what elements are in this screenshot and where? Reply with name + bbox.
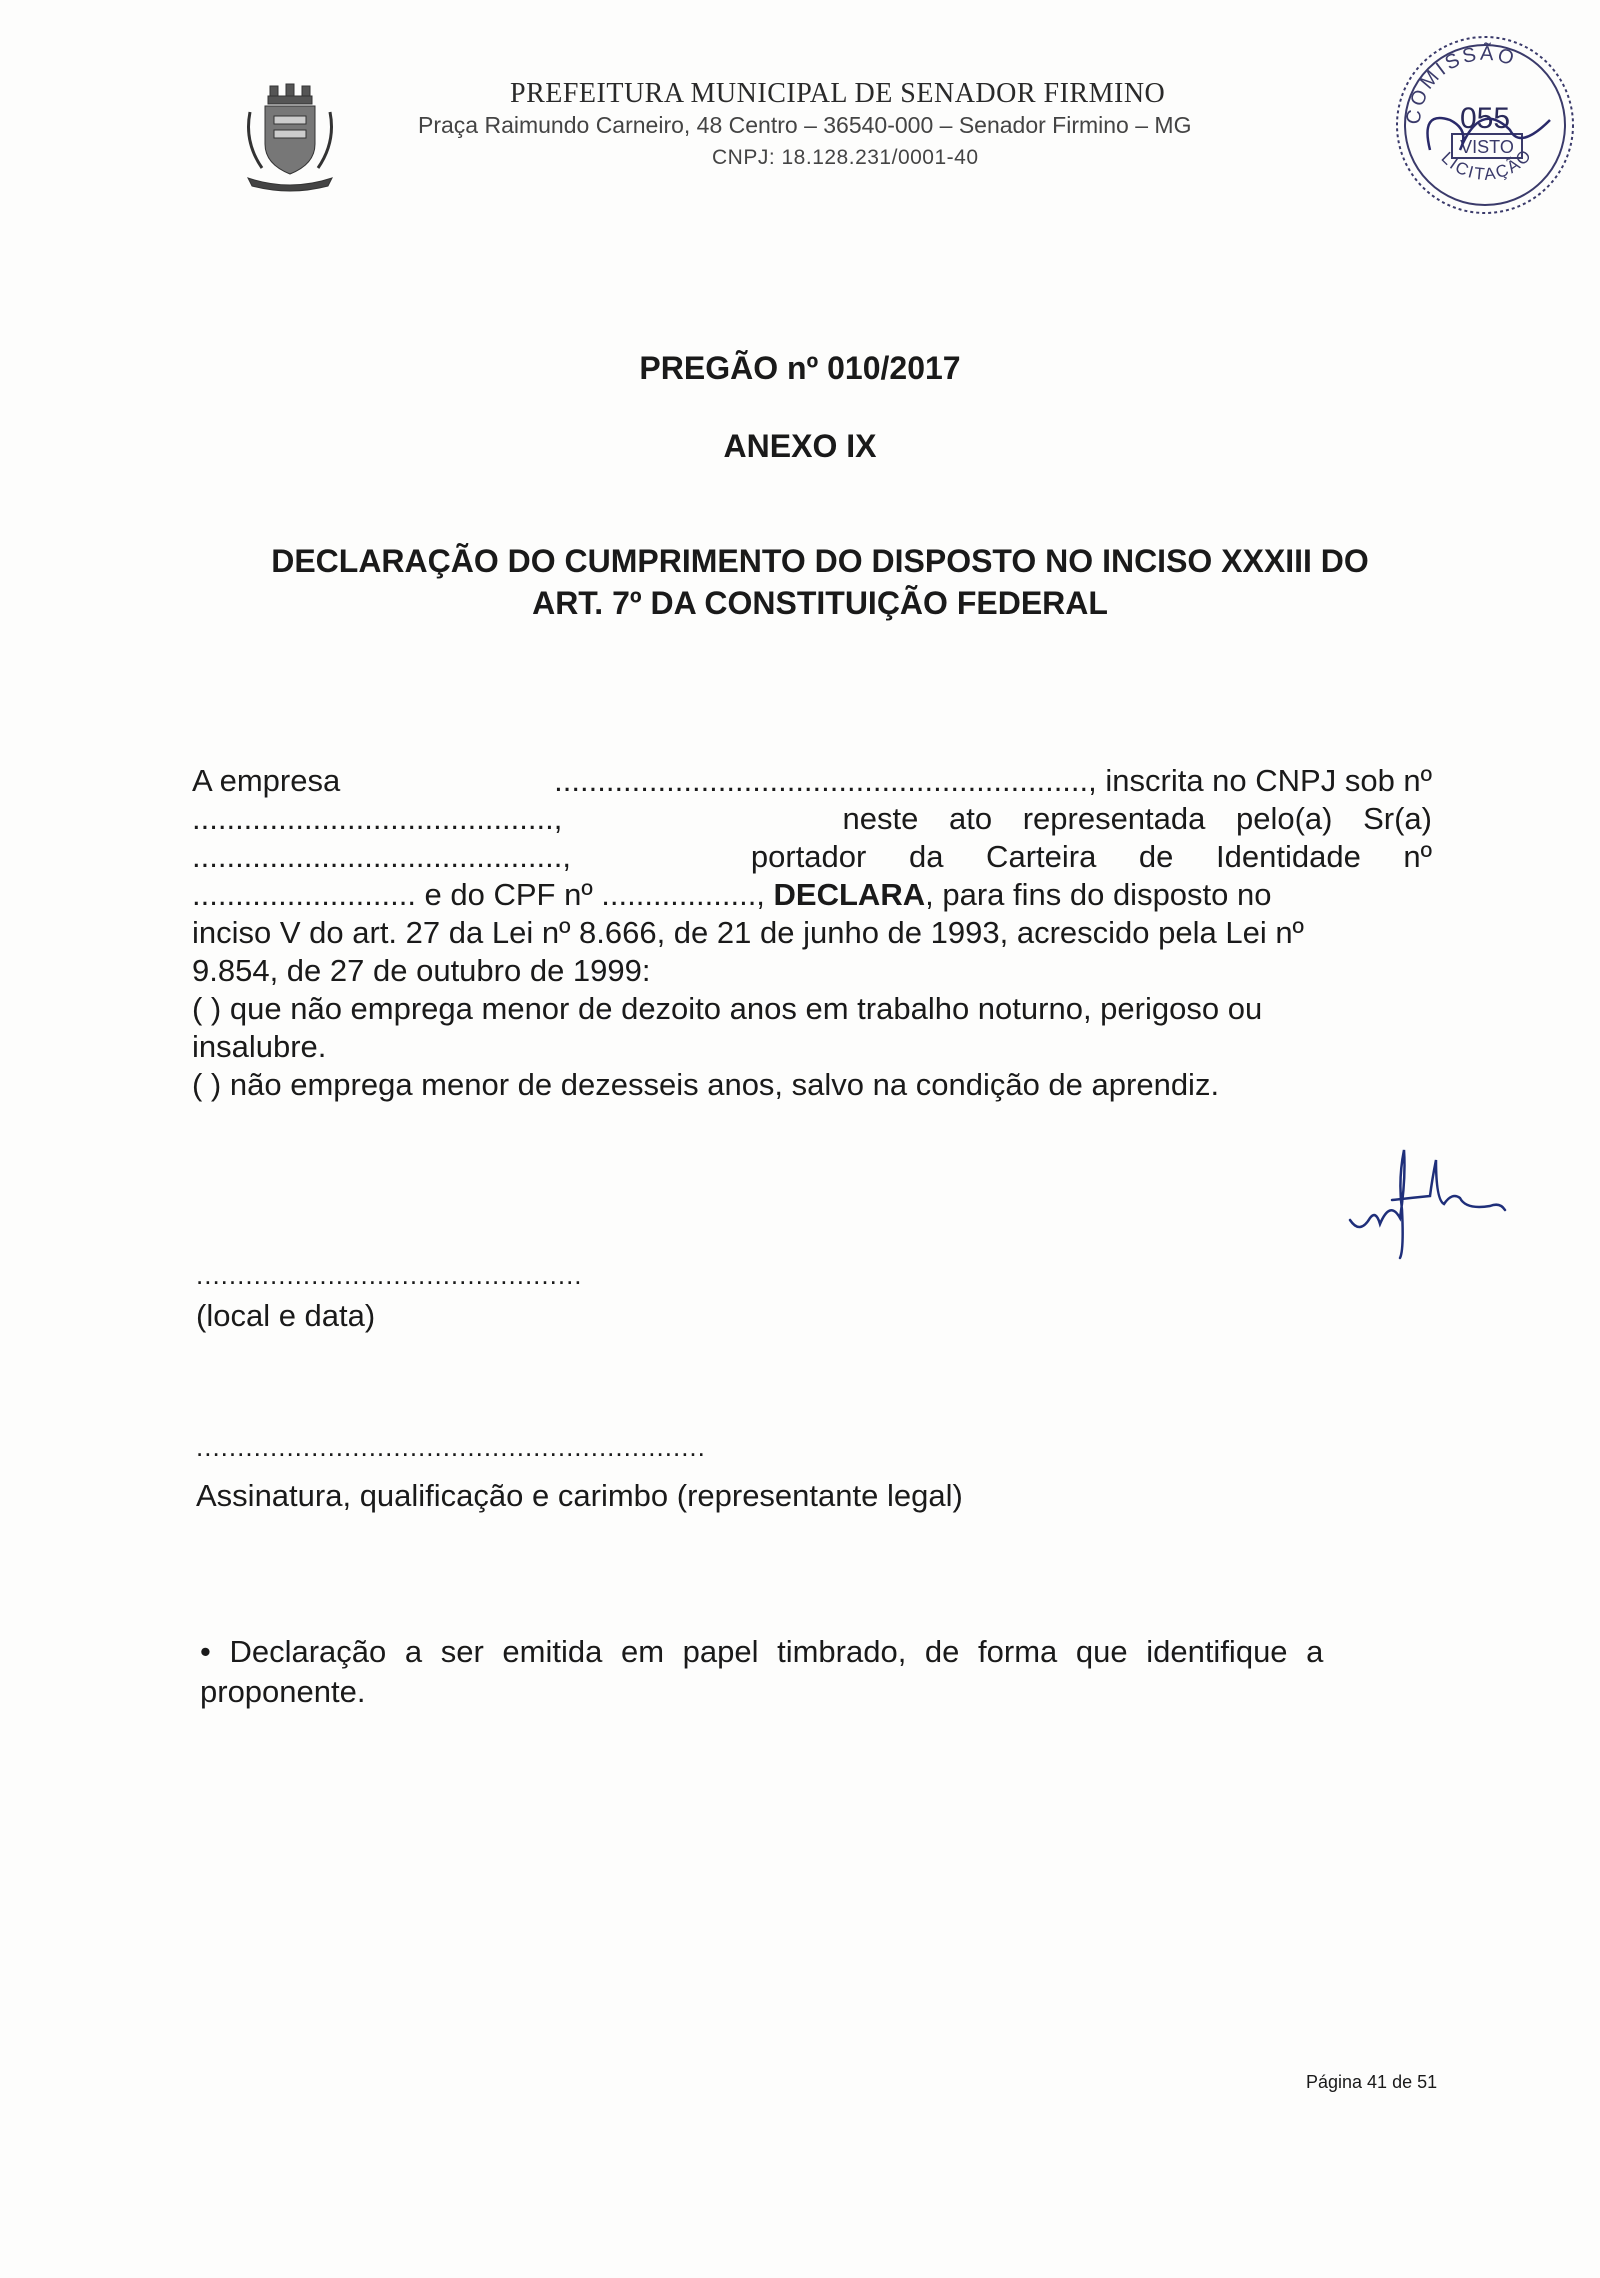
body-line-3a: ..........................................., [192,839,571,874]
body-line-3 [192,838,1432,876]
body-line-7: ( ) que não emprega menor de dezoito anos em trabalho noturno, perigoso ou [192,991,1263,1026]
stamp-bottom-text: LICITAÇÃO [1437,144,1537,184]
body-line-6: 9.854, de 27 de outubro de 1999: [192,953,651,988]
pregao-title: PREGÃO nº 010/2017 [639,350,961,386]
stamp-top-text: COMISSÃO [1402,42,1520,126]
signature-line: .............................................................. [196,1432,706,1462]
page-number: Página 41 de 51 [1306,2072,1438,2092]
declara-keyword: DECLARA [773,877,926,912]
body-line-2 [192,800,1432,838]
local-date-line: ............................................... [196,1260,583,1290]
body-line-4-text [192,876,1272,914]
note-line-2: proponente. [200,1674,366,1709]
commission-stamp [1390,30,1580,220]
handwritten-initials-signature [1340,1140,1510,1260]
body-line-1a: A empresa [192,763,341,798]
declaration-title [200,540,1440,624]
stamp-mid-text: VISTO [1460,137,1514,157]
declaration-title-line2: ART. 7º DA CONSTITUIÇÃO FEDERAL [532,585,1108,621]
institution-address: Praça Raimundo Carneiro, 48 Centro – 36540-000 – Senador Firmino – MG [418,112,1192,138]
body-line-2a: .........................................., [192,801,563,836]
body-line-8: insalubre. [192,1029,327,1064]
note-line-1: • Declaração a ser emitida em papel timbrado, de forma que identifique a [200,1634,1324,1669]
declaration-title-line1: DECLARAÇÃO DO CUMPRIMENTO DO DISPOSTO NO INCISO XXXIII DO [271,543,1369,579]
signature-label: Assinatura, qualificação e carimbo (representante legal) [196,1478,963,1513]
body-line-2b: neste ato representada pelo(a) Sr(a) [842,801,1432,836]
body-line-4 [192,876,1432,914]
municipal-coat-of-arms-icon [240,82,340,192]
body-line-4a: .......................... e do CPF nº .................., [192,877,774,912]
body-line-9: ( ) não emprega menor de dezesseis anos, salvo na condição de aprendiz. [192,1067,1220,1102]
body-line-1 [192,762,1432,800]
letterhead-note [200,1632,1432,1712]
body-line-4c: , para fins do disposto no [925,877,1272,912]
stamp-number: 055 [1459,102,1511,135]
anexo-title: ANEXO IX [723,428,877,464]
body-line-1b: .............................................................., inscrita no CNPJ sob nº [554,763,1432,798]
institution-name: PREFEITURA MUNICIPAL DE SENADOR FIRMINO [510,78,1166,109]
declaration-body [192,762,1432,1104]
body-line-3b: portador da Carteira de Identidade nº [750,839,1432,874]
local-date-label: (local e data) [196,1298,376,1333]
body-line-5: inciso V do art. 27 da Lei nº 8.666, de 21 de junho de 1993, acrescido pela Lei nº [192,915,1304,950]
institution-cnpj: CNPJ: 18.128.231/0001-40 [712,146,979,169]
